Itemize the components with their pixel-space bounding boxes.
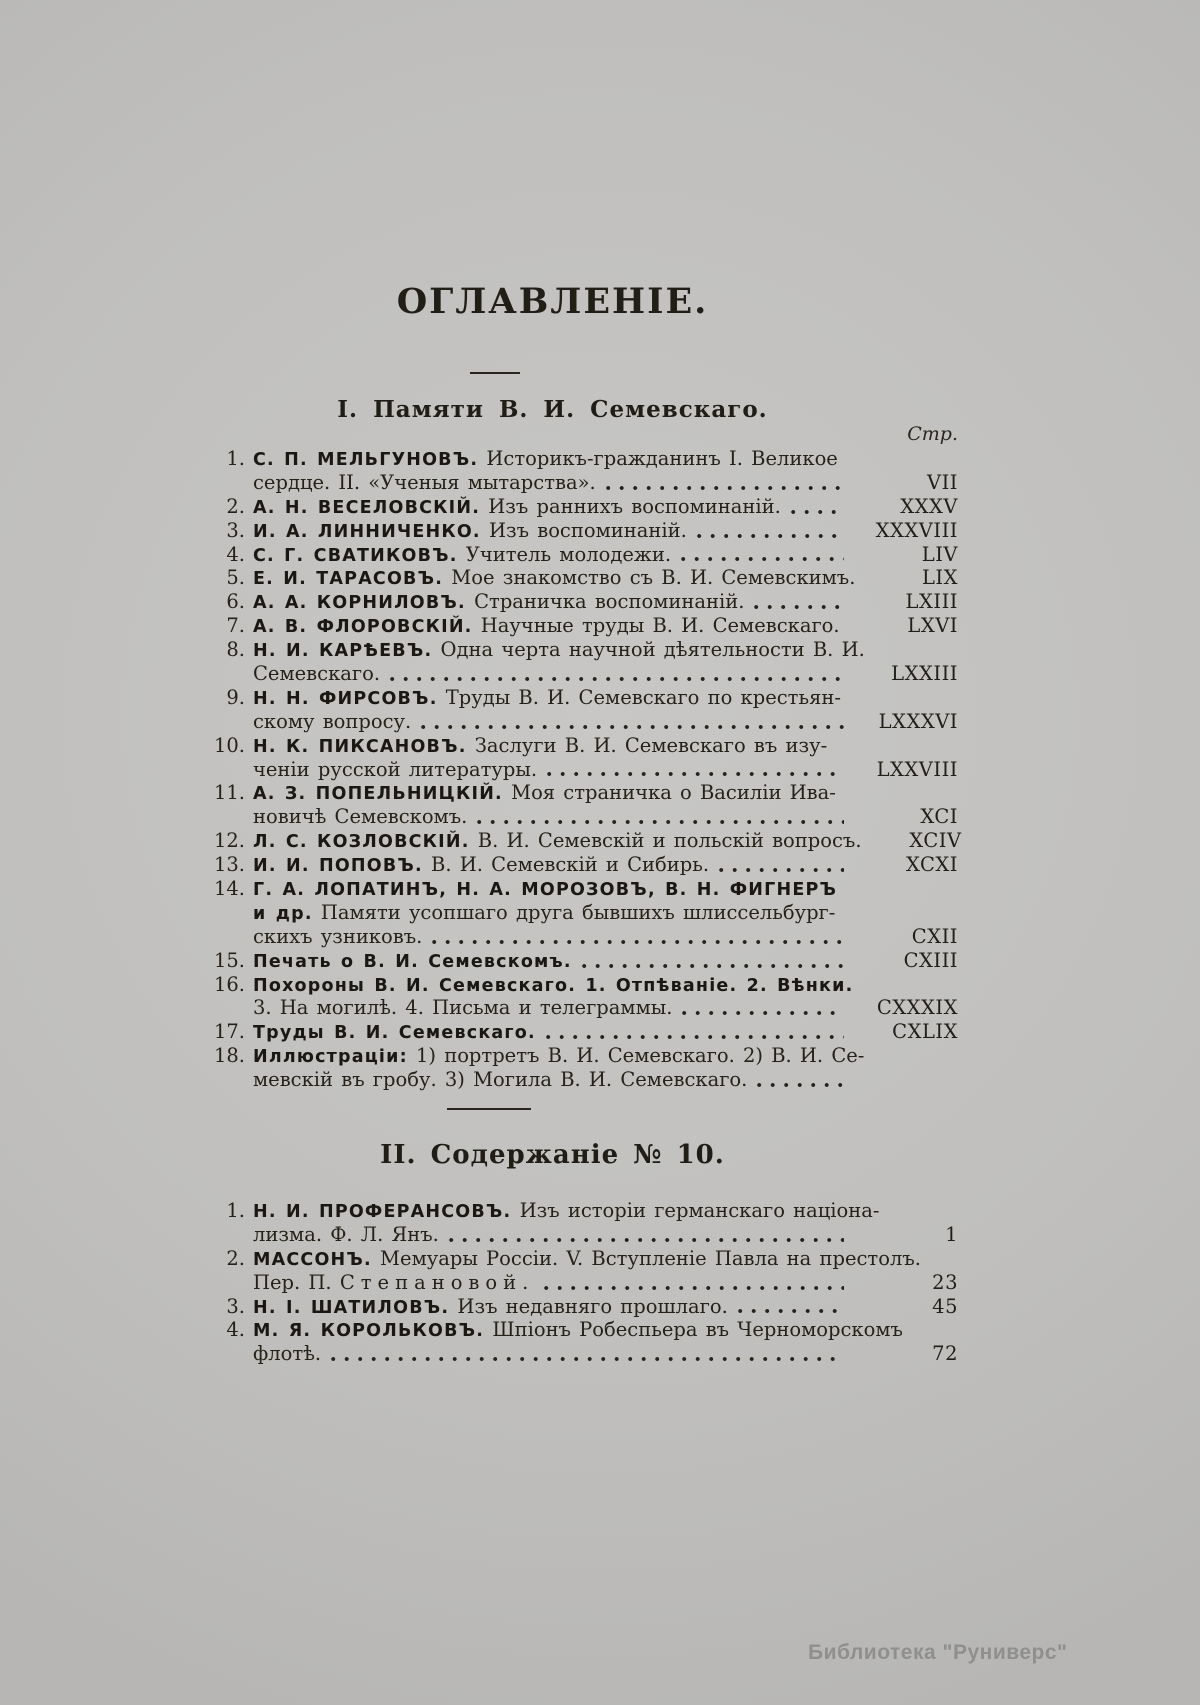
page-number: LXXXVI xyxy=(878,709,958,733)
dot-leader xyxy=(432,939,844,945)
item-author: Н. И. КАРѢЕВЪ. xyxy=(253,641,433,662)
page-number: LXXIII xyxy=(891,662,958,686)
toc-row xyxy=(205,1199,958,1223)
item-author: М. Я. КОРОЛЬКОВЪ. xyxy=(253,1321,485,1342)
item-text xyxy=(253,471,596,495)
item-number: 3. xyxy=(226,518,245,542)
toc-row xyxy=(205,638,958,662)
item-author: Труды В. И. Семевскаго. xyxy=(253,1023,536,1044)
dot-leader xyxy=(719,867,844,873)
item-text-segment: Научные труды В. И. Семевскаго. xyxy=(472,614,840,638)
item-text xyxy=(253,949,572,975)
item-text-segment: 3. На могилѣ. 4. Письма и телеграммы. xyxy=(253,996,673,1020)
item-author: Н. І. ШАТИЛОВЪ. xyxy=(253,1297,450,1318)
item-text-segment: лизма. Ф. Л. Янъ. xyxy=(253,1222,439,1246)
item-text xyxy=(253,1044,864,1070)
item-author: Н. К. ПИКСАНОВЪ. xyxy=(253,736,467,757)
item-author: А. Н. ВЕСЕЛОВСКІЙ. xyxy=(253,497,481,518)
item-text xyxy=(253,566,855,592)
item-text xyxy=(253,614,840,640)
toc-row xyxy=(205,1318,958,1342)
toc-row xyxy=(205,1223,958,1247)
dot-leader xyxy=(757,1082,844,1088)
item-number: 9. xyxy=(226,685,245,709)
toc-row xyxy=(205,1020,958,1044)
item-text-segment: Памяти усопшаго друга бывшихъ шлиссельбург- xyxy=(312,900,836,924)
toc-row xyxy=(205,877,958,901)
page-number: CXLIX xyxy=(892,1020,958,1044)
item-number: 8. xyxy=(226,638,245,662)
item-text-segment: Учитель молодежи. xyxy=(457,542,672,566)
item-text-segment: новичѣ Семевскомъ. xyxy=(253,805,468,829)
toc-row xyxy=(205,686,958,710)
item-text xyxy=(253,805,467,829)
toc-row xyxy=(205,758,958,782)
item-author: А. В. ФЛОРОВСКІЙ. xyxy=(253,617,473,638)
item-text-segment: Заслуги В. И. Семевскаго въ изу- xyxy=(466,733,828,757)
section-2-toc-list xyxy=(205,1199,958,1366)
item-text xyxy=(253,1020,536,1046)
item-text xyxy=(253,781,836,807)
item-number: 6. xyxy=(226,590,245,614)
page-title: ОГЛАВЛЕНІЕ. xyxy=(396,281,709,322)
toc-row xyxy=(205,781,958,805)
dot-leader xyxy=(544,1285,844,1291)
item-number: 5. xyxy=(226,566,245,590)
page-number: XCI xyxy=(920,805,958,829)
item-number: 1. xyxy=(226,1199,245,1222)
page-number: CXII xyxy=(911,924,958,948)
item-author: И. И. ПОПОВЪ. xyxy=(253,856,423,877)
toc-row xyxy=(205,662,958,686)
toc-row xyxy=(205,805,958,829)
item-text xyxy=(253,1342,321,1366)
item-text xyxy=(253,758,537,782)
toc-row xyxy=(205,973,958,997)
item-text xyxy=(253,590,744,616)
dot-leader xyxy=(754,604,844,610)
item-text xyxy=(253,1068,747,1092)
item-text-segment: Семевскаго. xyxy=(253,662,381,686)
page-number: LXXVIII xyxy=(876,757,958,781)
dot-leader xyxy=(449,1237,844,1243)
item-text-segment: В. И. Семевскій и польскій вопросъ. xyxy=(469,829,862,853)
section-2-heading: II. Содержаніе № 10. xyxy=(380,1140,725,1170)
dot-leader xyxy=(390,676,844,682)
item-text xyxy=(253,710,411,734)
dot-leader xyxy=(791,509,844,515)
item-author: И. А. ЛИННИЧЕНКО. xyxy=(253,521,481,542)
item-text xyxy=(253,1318,903,1344)
item-number: 12. xyxy=(213,829,245,853)
item-text-segment: 1) портретъ В. И. Семевскаго. 2) В. И. Се- xyxy=(407,1044,865,1068)
item-number: 3. xyxy=(226,1294,245,1318)
item-text-segment: Изъ недавняго прошлаго. xyxy=(449,1294,728,1318)
toc-row xyxy=(205,1044,958,1068)
item-text xyxy=(253,662,380,686)
toc-row xyxy=(205,1295,958,1319)
item-text-segment: Изъ раннихъ воспоминаній. xyxy=(480,494,781,518)
toc-row xyxy=(205,543,958,567)
item-number: 17. xyxy=(213,1020,245,1044)
item-number: 2. xyxy=(226,494,245,518)
item-text xyxy=(253,877,837,903)
toc-row xyxy=(205,996,958,1020)
page-number: XXXVIII xyxy=(875,518,958,542)
page-number: LIV xyxy=(921,542,958,566)
item-number: 2. xyxy=(226,1246,245,1270)
toc-row xyxy=(205,710,958,734)
toc-row xyxy=(205,925,958,949)
item-text xyxy=(253,973,853,999)
item-text-segment: Труды В. И. Семевскаго по крестьян- xyxy=(437,685,841,709)
toc-row xyxy=(205,590,958,614)
item-text xyxy=(253,638,865,664)
title-divider-rule xyxy=(470,372,520,374)
section-divider-rule xyxy=(447,1108,531,1110)
item-text xyxy=(253,853,709,879)
item-number: 4. xyxy=(226,1318,245,1342)
item-text-segment: Шпіонъ Робеспьера въ Черноморскомъ xyxy=(484,1318,903,1342)
toc-row xyxy=(205,1247,958,1271)
item-author: Е. И. ТАРАСОВЪ. xyxy=(253,569,444,590)
item-text-segment: Мемуары Россіи. V. Вступленіе Павла на престолъ. xyxy=(371,1246,921,1270)
item-text xyxy=(253,925,422,949)
dot-leader xyxy=(331,1356,844,1362)
dot-leader xyxy=(421,724,844,730)
page-number: LXVI xyxy=(907,614,958,638)
item-text-segment: Мое знакомство съ В. И. Семевскимъ. xyxy=(443,566,856,590)
item-author: Л. С. КОЗЛОВСКІЙ. xyxy=(253,832,470,853)
toc-row xyxy=(205,519,958,543)
library-watermark: Библиотека "Руниверс" xyxy=(808,1641,1068,1664)
section-1-heading: I. Памяти В. И. Семевскаго. xyxy=(337,396,768,423)
section-1-toc-list xyxy=(205,447,962,1092)
item-author: МАССОНЪ. xyxy=(253,1249,372,1270)
item-text-segment: сердце. II. «Ученыя мытарства». xyxy=(253,470,596,494)
dot-leader xyxy=(582,963,844,969)
item-number: 11. xyxy=(213,781,245,805)
item-author: Г. А. ЛОПАТИНЪ, Н. А. МОРОЗОВЪ, В. Н. ФИГНЕРЪ xyxy=(253,880,838,901)
item-author: Печать о В. И. Семевскомъ. xyxy=(253,951,572,972)
item-number: 7. xyxy=(226,614,245,638)
item-author: А. З. ПОПЕЛЬНИЦКІЙ. xyxy=(253,784,503,805)
toc-row xyxy=(205,949,958,973)
toc-row xyxy=(205,829,962,853)
item-text-segment: Изъ исторіи германскаго націона- xyxy=(511,1199,880,1222)
page-number: LIX xyxy=(921,566,958,590)
item-text-segment: флотѣ. xyxy=(253,1342,322,1366)
dot-leader xyxy=(738,1308,844,1314)
item-text xyxy=(253,495,781,521)
dot-leader xyxy=(546,1034,844,1040)
toc-row xyxy=(205,853,958,877)
item-text xyxy=(253,519,687,545)
item-text-segment: Моя страничка о Василіи Ива- xyxy=(502,781,836,805)
dot-leader xyxy=(697,533,844,539)
page-number: CXIII xyxy=(903,948,958,972)
toc-row xyxy=(205,734,958,758)
item-text-segment: Одна черта научной дѣятельности В. И. xyxy=(432,638,865,662)
item-number: 15. xyxy=(213,948,245,972)
page-number: 45 xyxy=(932,1294,958,1318)
item-text xyxy=(253,901,835,927)
item-number: 14. xyxy=(213,877,245,901)
item-text xyxy=(253,1223,439,1247)
page-number: XCIV xyxy=(909,829,962,853)
item-author: С. Г. СВАТИКОВЪ. xyxy=(253,545,458,566)
toc-row xyxy=(205,495,958,519)
item-author: Похороны В. И. Семевскаго. 1. Отпѣваніе. 2. Вѣнки. xyxy=(253,975,854,996)
item-author: С. П. МЕЛЬГУНОВЪ. xyxy=(253,450,479,470)
item-number: 10. xyxy=(213,733,245,757)
dot-leader xyxy=(682,1010,844,1016)
item-text xyxy=(253,1295,728,1321)
toc-row xyxy=(205,1342,958,1366)
item-author: Иллюстраціи: xyxy=(253,1047,408,1068)
item-author: А. А. КОРНИЛОВЪ. xyxy=(253,593,466,614)
item-author: и др. xyxy=(253,903,313,924)
toc-row xyxy=(205,471,958,495)
dot-leader xyxy=(547,771,844,777)
toc-row xyxy=(205,1271,958,1295)
item-number: 16. xyxy=(213,972,245,996)
item-author: Н. И. ПРОФЕРАНСОВЪ. xyxy=(253,1202,512,1222)
item-text xyxy=(253,829,862,855)
toc-row xyxy=(205,447,958,471)
item-text-segment: ченіи русской литературы. xyxy=(253,757,538,781)
dot-leader xyxy=(477,819,844,825)
item-text xyxy=(253,1247,921,1273)
item-number: 4. xyxy=(226,542,245,566)
item-text-segment: Степановой. xyxy=(339,1270,535,1294)
item-text-segment: Пер. П. xyxy=(253,1270,340,1294)
page-number: XCXI xyxy=(905,853,958,877)
item-text-segment: скихъ узниковъ. xyxy=(253,924,423,948)
page-column-header: Стр. xyxy=(907,423,958,445)
item-text-segment: В. И. Семевскій и Сибирь. xyxy=(422,853,710,877)
page-number: VII xyxy=(927,470,958,494)
item-text-segment: Историкъ-гражданинъ I. Великое xyxy=(478,447,838,470)
item-number: 18. xyxy=(213,1044,245,1068)
item-text-segment: Страничка воспоминаній. xyxy=(465,590,745,614)
item-text xyxy=(253,1199,879,1225)
page-number: 72 xyxy=(932,1342,958,1366)
item-number: 1. xyxy=(226,447,245,470)
item-number: 13. xyxy=(213,853,245,877)
item-text-segment: скому вопросу. xyxy=(253,709,412,733)
toc-row xyxy=(205,901,958,925)
toc-row xyxy=(205,614,958,638)
dot-leader xyxy=(681,556,844,562)
item-text-segment: мевскій въ гробу. 3) Могила В. И. Семевскаго. xyxy=(253,1068,748,1092)
item-text xyxy=(253,996,672,1020)
item-text xyxy=(253,543,671,569)
page-number: 23 xyxy=(932,1270,958,1294)
toc-row xyxy=(205,1068,958,1092)
item-text xyxy=(253,686,841,712)
toc-row xyxy=(205,566,958,590)
item-text-segment: Изъ воспоминаній. xyxy=(480,518,687,542)
item-text xyxy=(253,1271,534,1295)
dot-leader xyxy=(606,485,844,491)
page-number: 1 xyxy=(945,1222,958,1246)
item-author: Н. Н. ФИРСОВЪ. xyxy=(253,688,438,709)
item-text xyxy=(253,447,838,473)
page-number: LXIII xyxy=(905,590,958,614)
page-number: CXXXIX xyxy=(876,996,958,1020)
page-number: XXXV xyxy=(900,494,958,518)
item-text xyxy=(253,734,827,760)
